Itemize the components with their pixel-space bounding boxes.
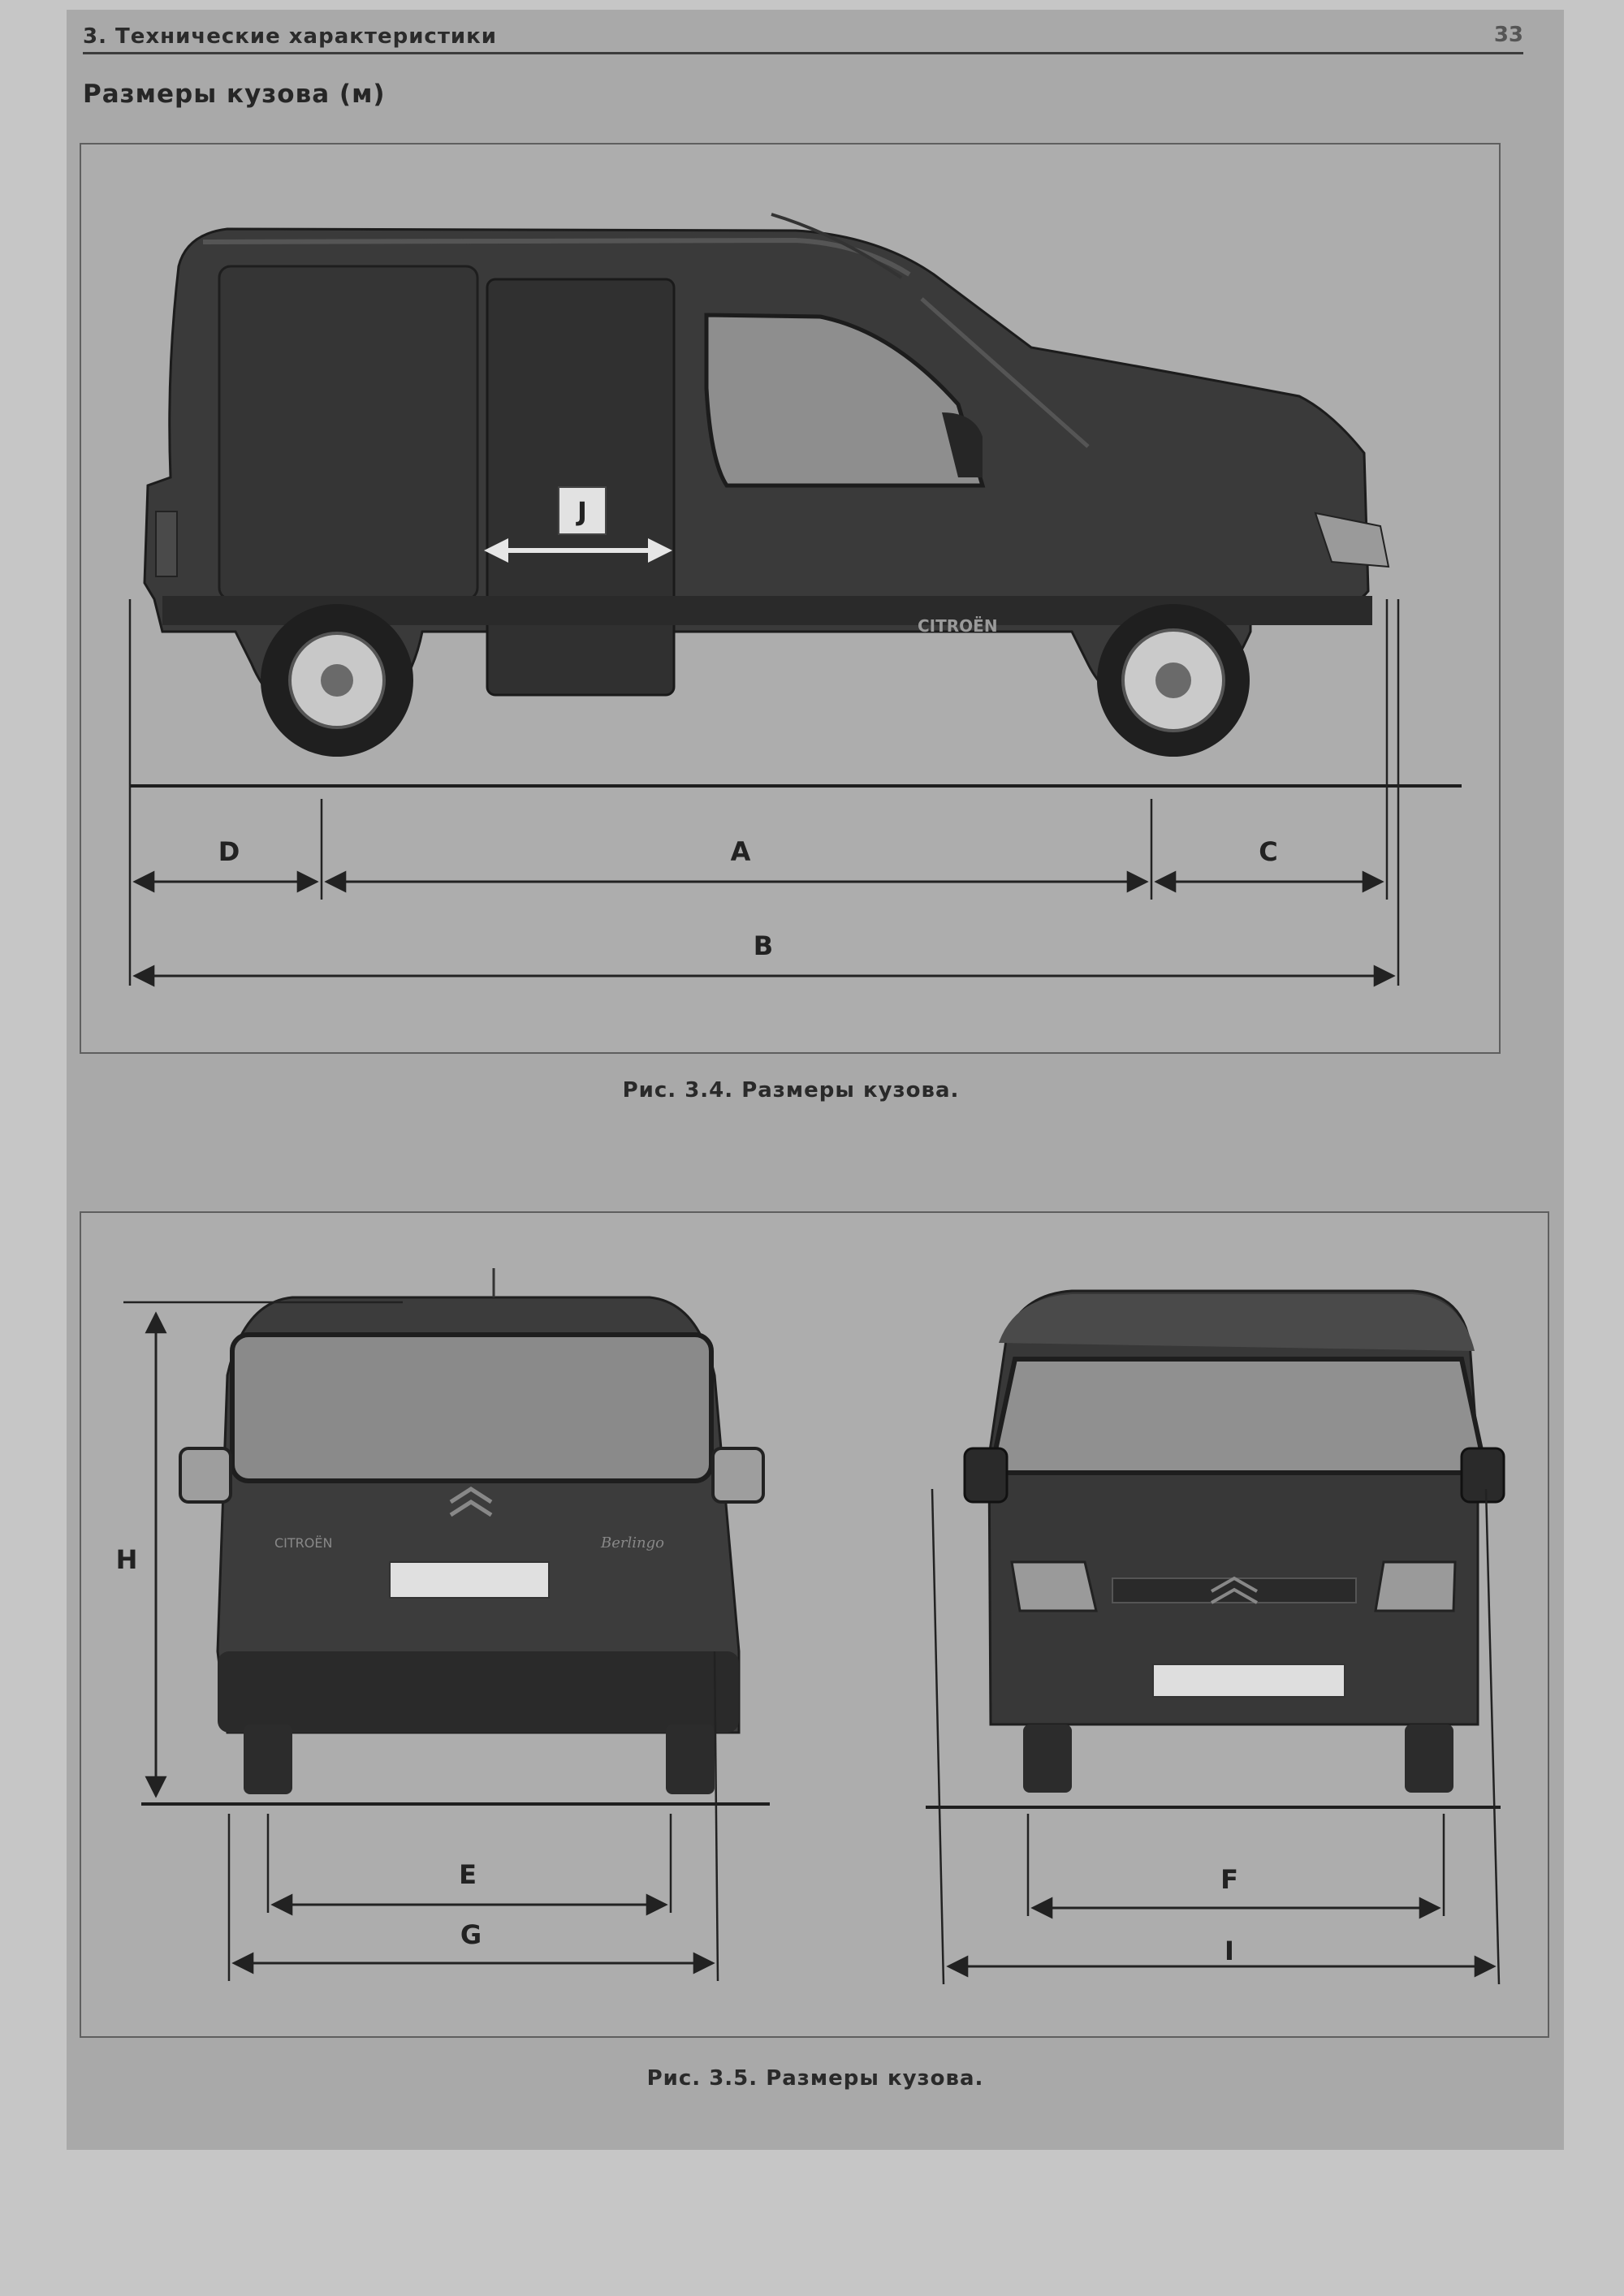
chapter-title: 3. Технические характеристики (83, 24, 497, 49)
van-front-illustration (965, 1291, 1504, 1793)
van-side-illustration (145, 214, 1389, 757)
page-number: 33 (1493, 23, 1523, 47)
figure-caption-3-4: Рис. 3.4. Размеры кузова. (622, 1078, 960, 1103)
dim-label-G: G (460, 1919, 482, 1950)
dim-label-I: I (1224, 1936, 1234, 1966)
brand-badge: CITROËN (918, 616, 998, 636)
dim-label-A: A (730, 836, 751, 867)
side-view-drawing (81, 145, 1499, 1052)
dim-label-C: C (1259, 836, 1278, 867)
dim-label-D: D (218, 836, 240, 867)
document-page (67, 10, 1564, 2150)
dim-label-B: B (753, 930, 774, 961)
van-rear-illustration (180, 1268, 763, 1794)
figure-caption-3-5: Рис. 3.5. Размеры кузова. (646, 2066, 984, 2091)
rear-badge-brand: CITROËN (274, 1535, 333, 1551)
rear-badge-model: Berlingo (601, 1534, 664, 1552)
header-rule (83, 52, 1523, 54)
dim-label-F: F (1220, 1864, 1238, 1895)
section-title: Размеры кузова (м) (83, 80, 386, 109)
figure-rear-front-views (80, 1211, 1549, 2038)
dim-label-H: H (115, 1544, 138, 1575)
page-header (83, 16, 1523, 55)
dim-label-E: E (459, 1859, 477, 1890)
rear-front-drawing (81, 1213, 1548, 2036)
figure-side-view (80, 143, 1501, 1054)
dim-label-J: J (577, 496, 587, 527)
